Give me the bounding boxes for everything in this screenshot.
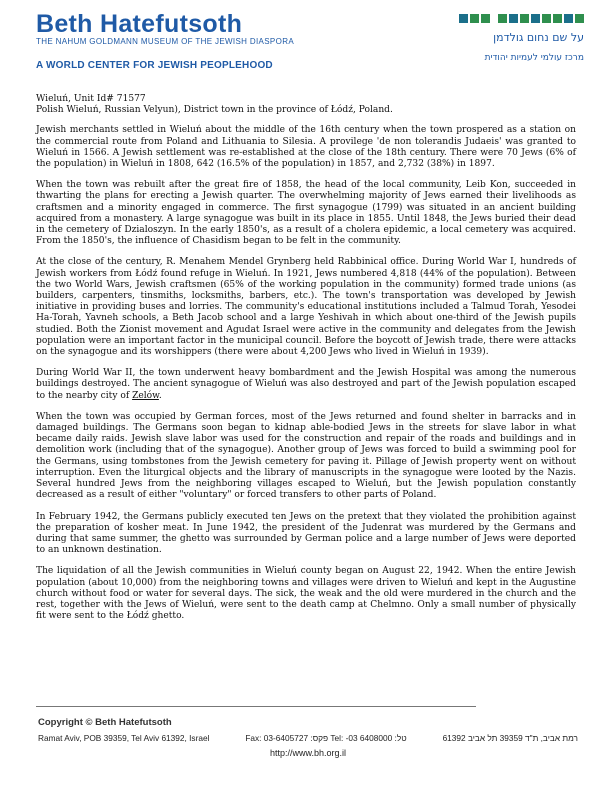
paragraph-4-end: .	[158, 390, 162, 401]
copyright: Copyright © Beth Hatefutsoth	[38, 717, 172, 728]
hebrew-logo-mark	[424, 14, 584, 23]
hebrew-tagline: מרכז עולמי לעמיות יהודית	[484, 53, 584, 63]
subtitle-line: Polish Wieluń, Russian Velyun), District town in the province of Łódź, Poland.	[36, 105, 393, 116]
paragraph-4	[36, 368, 576, 402]
brand-block	[36, 10, 326, 71]
address: Ramat Aviv, POB 39359, Tel Aviv 61392, Israel	[38, 733, 210, 743]
brand-tagline: A WORLD CENTER FOR JEWISH PEOPLEHOOD	[36, 60, 273, 71]
unit-line: Wieluń, Unit Id# 71577	[36, 94, 146, 104]
website-link[interactable]: http://www.bh.org.il	[269, 748, 347, 758]
hebrew-brand-block	[424, 14, 584, 63]
paragraph-4-text: During World War II, the town underwent heavy bombardment and the Jewish Hospital was among the numerous buildings destroyed. The ancient synagogue of Wieluń was also destroyed and part of the Jewish population escaped to the nearby city of	[36, 368, 576, 401]
phone-fax: Fax: 03-6405727 :פקס Tel: -03 6408000 :טל	[245, 733, 407, 743]
paragraph-2: When the town was rebuilt after the great fire of 1858, the head of the local community, Leib Kon, succeeded in thwarting the plans for erecting a Jewish quarter. The overwhelming majority of Jews earned their livelihoods as craftsmen and a minority engaged in commerce. The first synagogue (1799) was situated in an ancient building acquired from a monastery. A large synagogue was built in its place in 1855. Until 1848, the Jews buried their dead in the cemetery of Dzialoszyn. In the early 1850's, as a result of a cholera epidemic, a local cemetery was acquired. From the 1850's, the influence of Chasidism began to be felt in the community.	[36, 180, 576, 247]
document-body	[36, 94, 576, 632]
paragraph-3: At the close of the century, R. Menahem Mendel Grynberg held Rabbinical office. During World War I, hundreds of Jewish workers from Łódź found refuge in Wieluń. In 1921, Jews numbered 4,818 (44% of the population). Between the two World Wars, Jewish craftsmen (65% of the working population in the community) formed trade unions (as builders, carpenters, tinsmiths, locksmiths, barbers, etc.). The town's transportation was developed by Jewish initiative in providing buses and lorries. The community's educational institutions included a Talmud Torah, Yesodei Ha-Torah, Yavneh schools, a Beth Jacob school and a large Yeshivah in which about one-third of the Jewish pupils studied. Both the Zionist movement and Agudat Israel were active in the community and delegates from the Jewish population were an important factor in the municipal council. Before the boycott of Jewish trade, there were attacks on the synagogue and its worshippers (there were about 4,200 Jews who lived in Wieluń in 1939).	[36, 257, 576, 358]
footer-contact-row	[38, 733, 578, 743]
document-heading	[36, 94, 576, 116]
hebrew-address: רמת אביב, ת"ד 39359 תל אביב 61392	[442, 733, 578, 743]
footer	[38, 717, 578, 758]
paragraph-7: The liquidation of all the Jewish communities in Wieluń county began on August 22, 1942. When the entire Jewish population (about 10,000) from the neighboring towns and villages were driven to Wieluń and kept in the Augustine church without food or water for several days. The sick, the weak and the old were murdered in the church and the rest, together with the Jews of Wieluń, were sent to the death camp at Chelmno. Only a small number of physically fit were sent to the Łódź ghetto.	[36, 566, 576, 622]
zelow-link[interactable]: Zelów	[132, 390, 159, 401]
brand-subtitle: THE NAHUM GOLDMANN MUSEUM OF THE JEWISH DIASPORA	[36, 37, 295, 46]
footer-divider	[36, 706, 476, 707]
brand-name: Beth Hatefutsoth	[36, 10, 243, 38]
paragraph-1: Jewish merchants settled in Wieluń about the middle of the 16th century when the town prospered as a station on the commercial route from Poland and Lithuania to Silesia. A provilege 'de non tolerandis Judaeis' was granted to Wieluń in 1566. A Jewish settlement was re-established at the close of the 18th century. There were 70 Jews (6% of the population) in Wieluń in 1808, 642 (16.5% of the population) in 1857, and 2,732 (38%) in 1897.	[36, 125, 576, 170]
paragraph-5: When the town was occupied by German forces, most of the Jews returned and found shelter in barracks and in damaged buildings. The Germans soon began to kidnap able-bodied Jews in the streets for slave labor in what became daily raids. Jewish slave labor was used for the construction and repair of the roads and buildings and in demolition work (including that of the synagogue). Another group of Jews was forced to build a swimming pool for the Germans, using tombstones from the Jewish cemetery for paving it. Pillage of Jewish property went on without interruption. Even the liturgical objects and the library of manuscripts in the synagogue were looted by the Nazis. Several hundred Jews from the neighboring villages escaped to Wieluń, but the Jewish population constantly decreased as a result of either "voluntary" or forced transfers to other parts of Poland.	[36, 411, 576, 501]
paragraph-6: In February 1942, the Germans publicly executed ten Jews on the pretext that they violated the prohibition against the preparation of kosher meat. In June 1942, the president of the Judenrat was murdered by the Germans and during that same summer, the ghetto was surrounded by German police and a large number of Jews were deported to an unknown destination.	[36, 511, 576, 556]
hebrew-name: על שם נחום גולדמן	[493, 31, 584, 44]
